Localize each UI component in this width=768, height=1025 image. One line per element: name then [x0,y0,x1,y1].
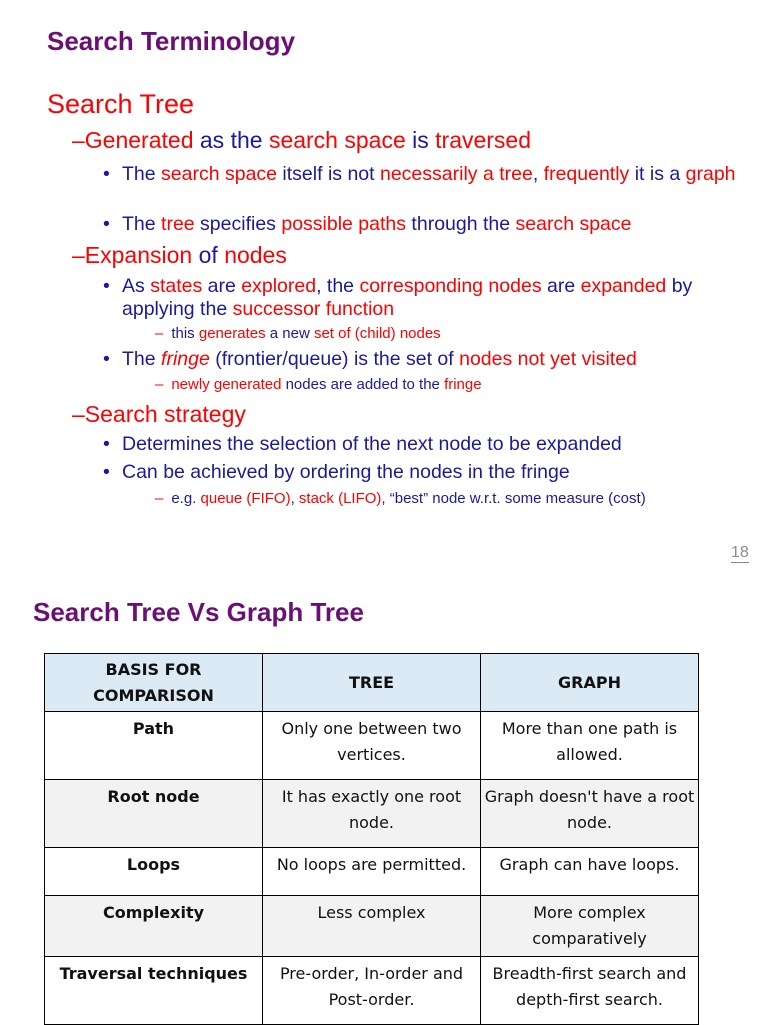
table-row [45,712,699,780]
slide-title: Search Terminology [47,26,296,56]
graph-cell: Graph can have loops. [481,848,699,896]
text-run: tree [161,213,195,235]
text-run: this [171,325,199,342]
search-tree-heading: Search Tree [47,89,195,119]
text-run: fringe [444,376,482,393]
section-generated: –Generated as the search space is traversed [72,127,532,153]
header-tree: TREE [263,654,481,712]
bullet-search-space-graph: • The search space itself is not necessarily a tree, frequently it is a graph [103,163,736,185]
text-run: specifies [194,213,282,235]
text-run: explored [241,275,317,297]
tree-cell: It has exactly one root node. [263,780,481,848]
table-row [45,780,699,848]
graph-cell: More complex comparatively [481,896,699,957]
text-run: states [150,275,203,297]
tree-cell: Less complex [263,896,481,957]
text-run: search space [161,163,278,185]
text-run: fringe [161,348,210,370]
text-run: search space [268,127,406,153]
text-run: Can be achieved by ordering the nodes in the fringe [122,461,570,483]
text-run: traversed [435,127,532,153]
header-graph: GRAPH [481,654,699,712]
graph-cell: Breadth-first search and depth-first search. [481,957,699,1025]
text-run: expanded [580,275,667,297]
sub-bullet-newly-generated: – newly generated nodes are added to the fringe [155,376,482,393]
text-run: Determines the selection of the next node to be expanded [122,433,622,455]
table-row [45,957,699,1025]
text-run: possible paths [281,213,407,235]
text-run: , the [316,275,360,297]
text-run: corresponding nodes [359,275,542,297]
bullet-states-explored: • As states are explored, the corresponding nodes are expanded by applying the successor function [103,275,693,320]
text-run: queue (FIFO) [200,490,291,507]
text-run: nodes are added to the [281,376,445,393]
text-run: itself is not [277,163,380,185]
text-run: e.g. [171,490,201,507]
header-basis: BASIS FOR COMPARISON [45,654,263,712]
text-run: frequently [543,163,630,185]
text-run: successor function [232,298,395,320]
page-number: 18 [731,544,749,561]
text-run: set of (child) nodes [313,325,441,342]
text-run: The [122,163,162,185]
text-run: newly generated [171,376,282,393]
tree-cell: No loops are permitted. [263,848,481,896]
text-run: generates [198,325,266,342]
text-run: search space [515,213,632,235]
text-run: Search strategy [84,401,246,427]
bullet-tree-paths: • The tree specifies possible paths through the search space [103,213,632,235]
sub-bullet-eg: – e.g. queue (FIFO), stack (LIFO), “best” node w.r.t. some measure (cost) [155,490,646,507]
section-search-strategy: –Search strategy [72,401,246,427]
text-run: The [122,348,162,370]
tree-cell: Pre-order, In-order and Post-order. [263,957,481,1025]
text-run: are [202,275,242,297]
text-run: The [122,213,162,235]
basis-cell: Complexity [45,896,263,957]
text-run: As [122,275,151,297]
text-run: it is a [629,163,686,185]
text-run: , [532,163,544,185]
basis-cell: Root node [45,780,263,848]
text-run: necessarily a tree [379,163,533,185]
graph-cell: Graph doesn't have a root node. [481,780,699,848]
text-run: Generated [84,127,194,153]
table-row [45,896,699,957]
text-run: a new [265,325,314,342]
text-run: , “best” node w.r.t. some measure (cost) [381,490,646,507]
table-row [45,848,699,896]
text-run: by applying the [122,275,693,320]
text-run: as the [193,127,269,153]
basis-cell: Traversal techniques [45,957,263,1025]
sub-bullet-generates: – this generates a new set of (child) nodes [155,325,441,342]
bullet-ordering: • Can be achieved by ordering the nodes in the fringe [103,461,570,483]
bullet-fringe: • The fringe (frontier/queue) is the set of nodes not yet visited [103,348,637,370]
comparison-title: Search Tree Vs Graph Tree [33,597,364,627]
tree-cell: Only one between two vertices. [263,712,481,780]
text-run: (frontier/queue) is the set of [209,348,460,370]
basis-cell: Path [45,712,263,780]
text-run: nodes [224,242,287,268]
text-run: graph [685,163,736,185]
text-run: through the [406,213,516,235]
text-run: nodes not yet visited [459,348,637,370]
text-run: are [541,275,581,297]
text-run: of [192,242,225,268]
comparison-table [44,653,699,1025]
basis-cell: Loops [45,848,263,896]
text-run: is [405,127,436,153]
text-run: stack (LIFO) [298,490,382,507]
text-run: Expansion [84,242,193,268]
section-expansion: –Expansion of nodes [72,242,287,268]
text-run: , [290,490,299,507]
graph-cell: More than one path is allowed. [481,712,699,780]
bullet-determines: • Determines the selection of the next node to be expanded [103,433,622,455]
table-header-row [45,654,699,712]
